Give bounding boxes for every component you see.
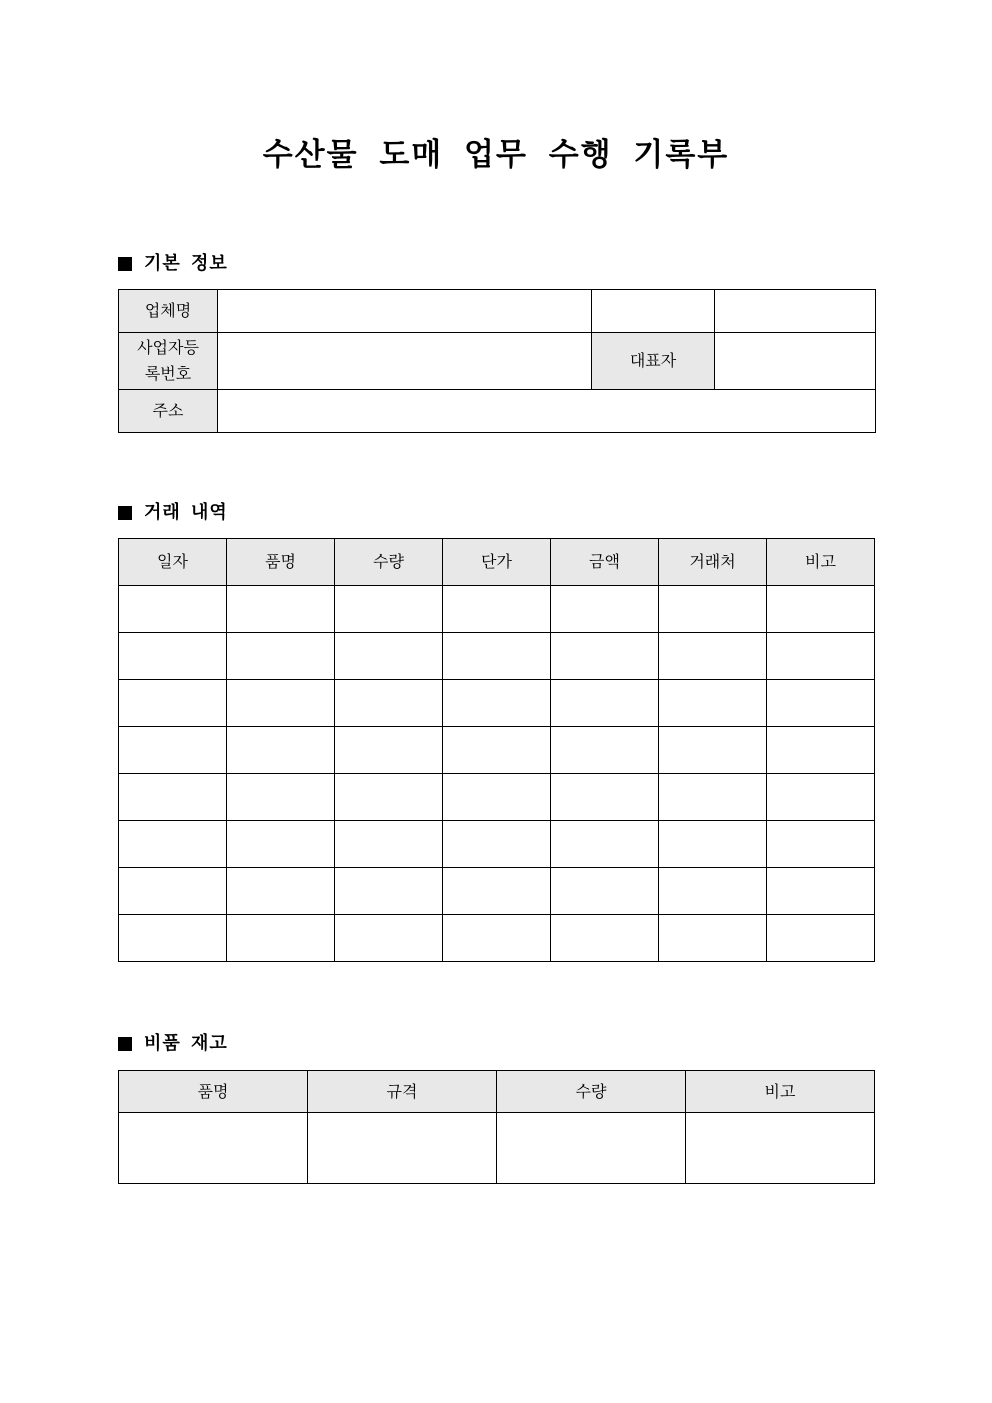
- column-header: 품명: [119, 1071, 308, 1113]
- table-cell[interactable]: [119, 915, 227, 962]
- table-cell[interactable]: [308, 1113, 497, 1184]
- table-cell[interactable]: [119, 680, 227, 727]
- table-cell[interactable]: [686, 1113, 875, 1184]
- table-row: [119, 821, 875, 868]
- table-cell[interactable]: [227, 821, 335, 868]
- table-row: [119, 915, 875, 962]
- table-cell[interactable]: [551, 633, 659, 680]
- column-header: 규격: [308, 1071, 497, 1113]
- table-cell[interactable]: [551, 680, 659, 727]
- table-cell[interactable]: [335, 727, 443, 774]
- section-heading-stock: [118, 1032, 228, 1056]
- column-header: 비고: [767, 539, 875, 586]
- table-cell[interactable]: [551, 821, 659, 868]
- table-row: [119, 680, 875, 727]
- table-row: [119, 868, 875, 915]
- section-heading-label: 비품 재고: [144, 1033, 228, 1054]
- table-cell[interactable]: [119, 633, 227, 680]
- table-cell[interactable]: [659, 586, 767, 633]
- biz-reg-number-label: [119, 333, 218, 390]
- table-row: [119, 333, 876, 390]
- table-cell[interactable]: [227, 727, 335, 774]
- square-bullet-icon: [118, 506, 132, 520]
- table-cell[interactable]: [443, 586, 551, 633]
- stock-table: [118, 1070, 875, 1184]
- table-cell[interactable]: [767, 915, 875, 962]
- table-cell[interactable]: [227, 680, 335, 727]
- table-cell[interactable]: [443, 868, 551, 915]
- table-cell[interactable]: [227, 915, 335, 962]
- table-cell[interactable]: [659, 868, 767, 915]
- table-cell[interactable]: [497, 1113, 686, 1184]
- table-cell[interactable]: [443, 774, 551, 821]
- table-cell[interactable]: [227, 868, 335, 915]
- table-cell[interactable]: [659, 680, 767, 727]
- table-cell[interactable]: [767, 774, 875, 821]
- column-header: 수량: [335, 539, 443, 586]
- section-heading-label: 기본 정보: [144, 253, 228, 274]
- table-cell[interactable]: [767, 680, 875, 727]
- table-cell[interactable]: [335, 821, 443, 868]
- table-cell[interactable]: [119, 821, 227, 868]
- table-row: [119, 774, 875, 821]
- table-cell[interactable]: [119, 586, 227, 633]
- table-cell[interactable]: [119, 774, 227, 821]
- table-cell[interactable]: [659, 727, 767, 774]
- section-heading-basic-info: [118, 252, 228, 276]
- company-name-label: 업체명: [119, 290, 218, 333]
- table-cell[interactable]: [443, 680, 551, 727]
- table-cell[interactable]: [335, 915, 443, 962]
- column-header: 비고: [686, 1071, 875, 1113]
- table-cell[interactable]: [335, 868, 443, 915]
- table-cell[interactable]: [443, 727, 551, 774]
- table-cell[interactable]: [443, 633, 551, 680]
- table-cell[interactable]: [767, 868, 875, 915]
- table-cell[interactable]: [443, 915, 551, 962]
- column-header: 금액: [551, 539, 659, 586]
- table-cell[interactable]: [659, 774, 767, 821]
- table-cell[interactable]: [551, 727, 659, 774]
- table-cell[interactable]: [551, 774, 659, 821]
- table-cell[interactable]: [335, 633, 443, 680]
- table-cell[interactable]: [227, 774, 335, 821]
- table-cell[interactable]: [335, 680, 443, 727]
- column-header: 수량: [497, 1071, 686, 1113]
- extra-value-field[interactable]: [715, 290, 876, 333]
- table-row: [119, 586, 875, 633]
- table-cell[interactable]: [335, 586, 443, 633]
- company-name-field[interactable]: [218, 290, 592, 333]
- table-cell[interactable]: [119, 1113, 308, 1184]
- column-header: 일자: [119, 539, 227, 586]
- extra-label-cell: [592, 290, 715, 333]
- table-row: [119, 633, 875, 680]
- biz-reg-label-line2: 록번호: [144, 364, 192, 383]
- representative-field[interactable]: [715, 333, 876, 390]
- table-cell[interactable]: [551, 915, 659, 962]
- square-bullet-icon: [118, 1037, 132, 1051]
- table-cell[interactable]: [767, 727, 875, 774]
- biz-reg-label-line1: 사업자등: [137, 338, 199, 357]
- section-heading-transactions: [118, 501, 228, 525]
- column-header: 거래처: [659, 539, 767, 586]
- section-heading-label: 거래 내역: [144, 502, 228, 523]
- address-field[interactable]: [218, 390, 876, 433]
- biz-reg-number-field[interactable]: [218, 333, 592, 390]
- table-cell[interactable]: [443, 821, 551, 868]
- table-cell[interactable]: [767, 586, 875, 633]
- table-cell[interactable]: [659, 915, 767, 962]
- table-row: [119, 1113, 875, 1184]
- table-header-row: [119, 539, 875, 586]
- address-label: 주소: [119, 390, 218, 433]
- table-row: [119, 727, 875, 774]
- table-cell[interactable]: [551, 586, 659, 633]
- table-cell[interactable]: [119, 868, 227, 915]
- square-bullet-icon: [118, 257, 132, 271]
- table-cell[interactable]: [659, 821, 767, 868]
- table-row: [119, 390, 876, 433]
- representative-label: 대표자: [592, 333, 715, 390]
- table-cell[interactable]: [227, 586, 335, 633]
- table-row: [119, 290, 876, 333]
- table-cell[interactable]: [119, 727, 227, 774]
- column-header: 단가: [443, 539, 551, 586]
- table-header-row: [119, 1071, 875, 1113]
- table-cell[interactable]: [659, 633, 767, 680]
- table-cell[interactable]: [551, 868, 659, 915]
- basic-info-table: [118, 289, 876, 433]
- transactions-table: [118, 538, 875, 962]
- table-cell[interactable]: [227, 633, 335, 680]
- table-cell[interactable]: [767, 633, 875, 680]
- table-cell[interactable]: [335, 774, 443, 821]
- document-title: 수산물 도매 업무 수행 기록부: [262, 137, 730, 173]
- column-header: 품명: [227, 539, 335, 586]
- table-cell[interactable]: [767, 821, 875, 868]
